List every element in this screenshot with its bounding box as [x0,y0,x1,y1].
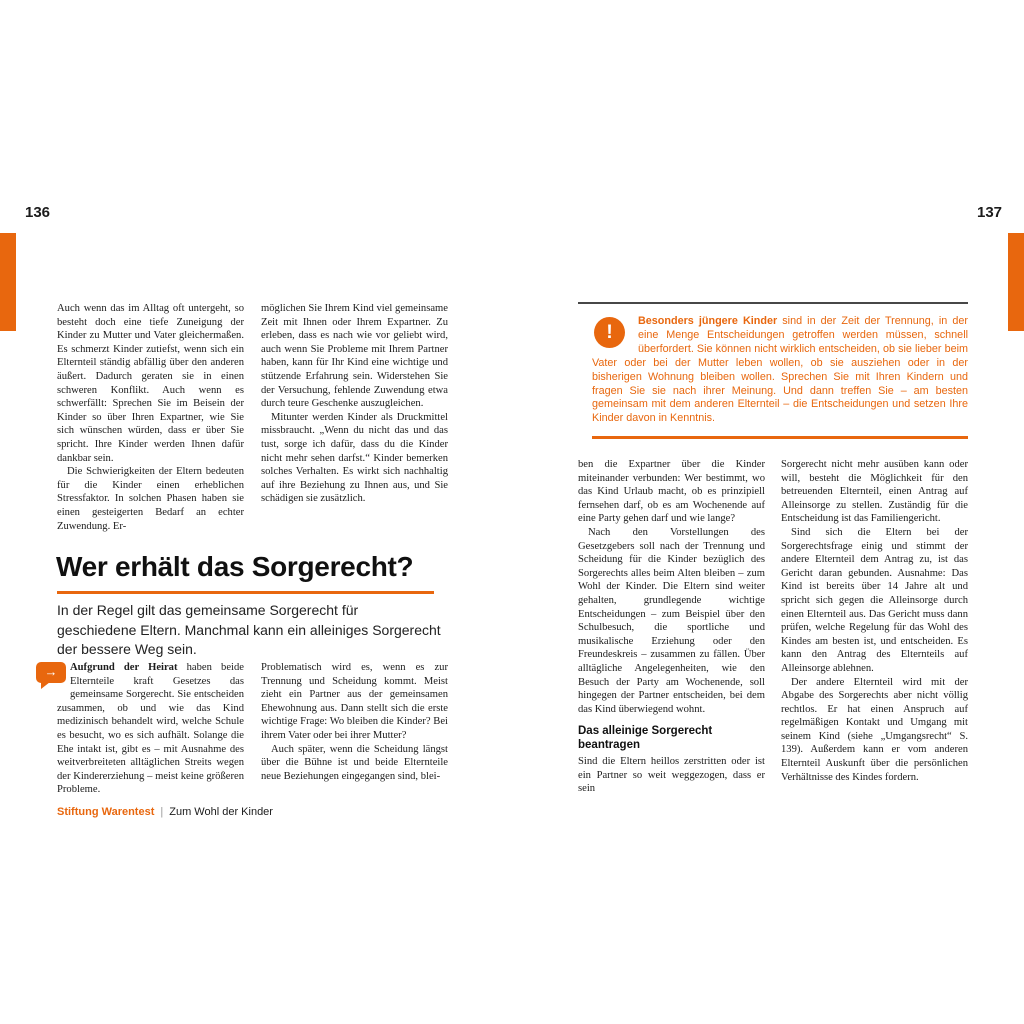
paragraph: Auch später, wenn die Scheidung längst über die Bühne ist und beide Elternteile neue Beziehungen eingegangen sind, blei- [261,743,448,782]
right-page-columns [578,458,968,796]
footer-brand: Stiftung Warentest [57,806,155,818]
exclamation-glyph: ! [606,322,613,343]
right-column-1 [578,458,765,796]
heading-underline-rule [57,591,434,594]
lead-phrase: Aufgrund der Heirat [70,662,178,673]
paragraph: Sind die Eltern heillos zerstritten oder ist ein Partner so weit weggezogen, dass er sein [578,756,765,795]
page-number-left: 136 [25,204,51,221]
paragraph: möglichen Sie Ihrem Kind viel gemeinsame Zeit mit Ihnen oder Ihrem Expartner. Zu erleben, dass es nach wie vor geliebt wird, auch wenn Sie Probleme mit Ihrem Partner haben, kann für Ihr Kind eine wichtige und stützende Erfahrung sein. Widerstehen Sie der Versuchung, fehlende Zuwendung etwa durch teure Geschenke auszugleichen. [261,303,448,410]
footer-separator: | [160,806,164,818]
paragraph-list [781,458,968,784]
running-footer [57,806,273,818]
info-box [578,302,968,439]
paragraph-list [578,458,765,716]
paragraph-text: haben beide Elternteile kraft Gesetzes das gemeinsame Sorgerecht. Sie entscheiden zusammen, ob und wie das Kind medizinisch behandelt wird, welche Schule es besucht, wo es sich aufhält. Solange die Ehe intakt ist, gibt es – mit Ausnahme des weitverbreiteten alltäglichen Streits wegen der Kindererziehung – meist keine größeren Probleme. [57,662,244,796]
paragraph: Sorgerecht nicht mehr ausüben kann oder will, besteht die Möglichkeit für den betreuenden Elternteil, einen Antrag auf Alleinsorge zu stellen. Zuständig für die Entscheidung ist das Familiengericht. [781,459,968,525]
info-box-lead: Besonders jüngere Kinder [638,315,778,327]
paragraph: Der andere Elternteil wird mit der Abgabe des Sorgerechts aber nicht völlig rechtlos. Er hat einen Anspruch auf regelmäßigen Kontakt und Umgang mit seinem Kind (siehe „Umgangsrecht“ S. 139). Außerdem kann er vom anderen Elternteil Auskunft über die persönlichen Verhältnisse des Kindes fordern. [781,676,968,783]
paragraph: Nach den Vorstellungen des Gesetzgebers soll nach der Trennung und Scheidung für die Kinder bezüglich des Sorgerechts alles beim Alten bleiben – zum Wohl der Kinder. Die Eltern sind weiter gehalten, grundlegende wichtige Entscheidungen – zum Beispiel über den Schulbesuch, die sportliche und musikalische Erziehung oder den Freundeskreis – zusammen zu fällen. Über alltägliche Angelegenheiten, wie den Besuch der Party am Wochenende, soll hingegen der Partner entscheiden, bei dem das Kind überwiegend wohnt. [578,526,765,715]
left-top-column-2 [261,302,448,533]
section-subheading: Das alleinige Sorgerecht beantragen [578,725,713,752]
icon-clearance-spacer [57,661,70,689]
left-bottom-column-2 [261,661,448,797]
paragraph: Die Schwierigkeiten der Eltern bedeuten für die Kinder einen erheblichen Stressfaktor. In solchen Phasen haben sie einen gesteigerten Bedarf an echter Zuwendung. Er- [57,466,244,532]
left-page-top-columns [57,302,448,533]
paragraph-list [57,302,244,533]
page-number-right: 137 [977,204,1003,221]
right-column-2 [781,458,968,796]
left-bottom-column-1 [57,661,244,797]
left-edge-accent-bar [0,233,16,331]
footer-book-title: Zum Wohl der Kinder [169,806,273,818]
paragraph: Sind sich die Eltern bei der Sorgerechtsfrage einig und stimmt der andere Elternteil dem Antrag zu, ist das Gericht daran gebunden. Ausnahme: Das Kind ist bereits über 14 Jahre alt und spricht sich gegen die Alleinsorge durch einen Elternteil aus. Das Gericht muss dann prüfen, welche Regelung für das Wohl des Kindes am besten ist, und entscheiden. Es kann den Antrag des Elternteils auf Alleinsorge ablehnen. [781,526,968,674]
paragraph-list [261,302,448,506]
paragraph-list [261,661,448,783]
paragraph [57,661,244,797]
speech-bubble-arrow-glyph: → [44,664,58,679]
chapter-heading: Wer erhält das Sorgerecht? [56,551,414,582]
chapter-intro: In der Regel gilt das gemeinsame Sorgerecht für geschiedene Eltern. Manchmal kann ein alleiniges Sorgerecht der bessere Weg sein. [57,602,441,657]
info-box-text [592,315,968,426]
left-page-bottom-columns [57,661,448,797]
info-box-content [578,304,968,439]
info-box-body: sind in der Zeit der Trennung, in der eine Menge Entscheidungen getroffen werden müssen, schnell überfordert. Sie können nicht wirklich entscheiden, ob sie lieber beim Vater oder bei der Mutter leben wollen, ob sie ausziehen oder in der bisherigen Wohnung bleiben wollen. Sprechen Sie mit Ihren Kindern und fragen Sie sie nach ihrer Meinung. Und dann treffen Sie – am besten gemeinsam mit dem anderen Elternteil – die Entscheidungen und setzen Ihre Kinder davon in Kenntnis. [592,315,968,425]
paragraph: Auch wenn das im Alltag oft untergeht, so besteht doch eine tiefe Zuneigung der Kinder zu Mutter und Vater gleichermaßen. Es schmerzt Kinder zutiefst, wenn sich ein Elternteil ständig abfällig über den anderen äußert. Dadurch geraten sie in einen schweren Konflikt. Auch wenn es schwerfällt: Sprechen Sie im Beisein der Kinder so über Ihren Expartner, wie Sie sich wünschen würden, dass er über Sie spricht. Ihre Kinder werden Ihnen dafür dankbar sein. [57,303,244,464]
exclamation-icon [594,317,625,348]
info-box-bottom-rule [592,436,968,439]
paragraph: ben die Expartner über die Kinder miteinander verbunden: Wer bestimmt, wo das Kind Urlaub macht, ob es prinzipiell fernsehen darf, ob es am Wochenende auf eine Party gehen darf und wie lange? [578,459,765,525]
right-edge-accent-bar [1008,233,1024,331]
paragraph: Problematisch wird es, wenn es zur Trennung und Scheidung kommt. Meist zieht ein Partner aus der gemeinsamen Ehewohnung aus. Dann stellt sich die erste wichtige Frage: Wo bleiben die Kinder? Bei ihrem Vater oder bei ihrer Mutter? [261,662,448,741]
paragraph: Mitunter werden Kinder als Druckmittel missbraucht. „Wenn du nicht das und das tust, sorge ich dafür, dass du die Kinder nicht mehr sehen darfst.“ Kinder bemerken solches Verhalten. Es wirkt sich nachhaltig auf ihre Beziehung zu Ihnen aus, und Sie schädigen sie zusätzlich. [261,411,448,505]
left-top-column-1 [57,302,244,533]
